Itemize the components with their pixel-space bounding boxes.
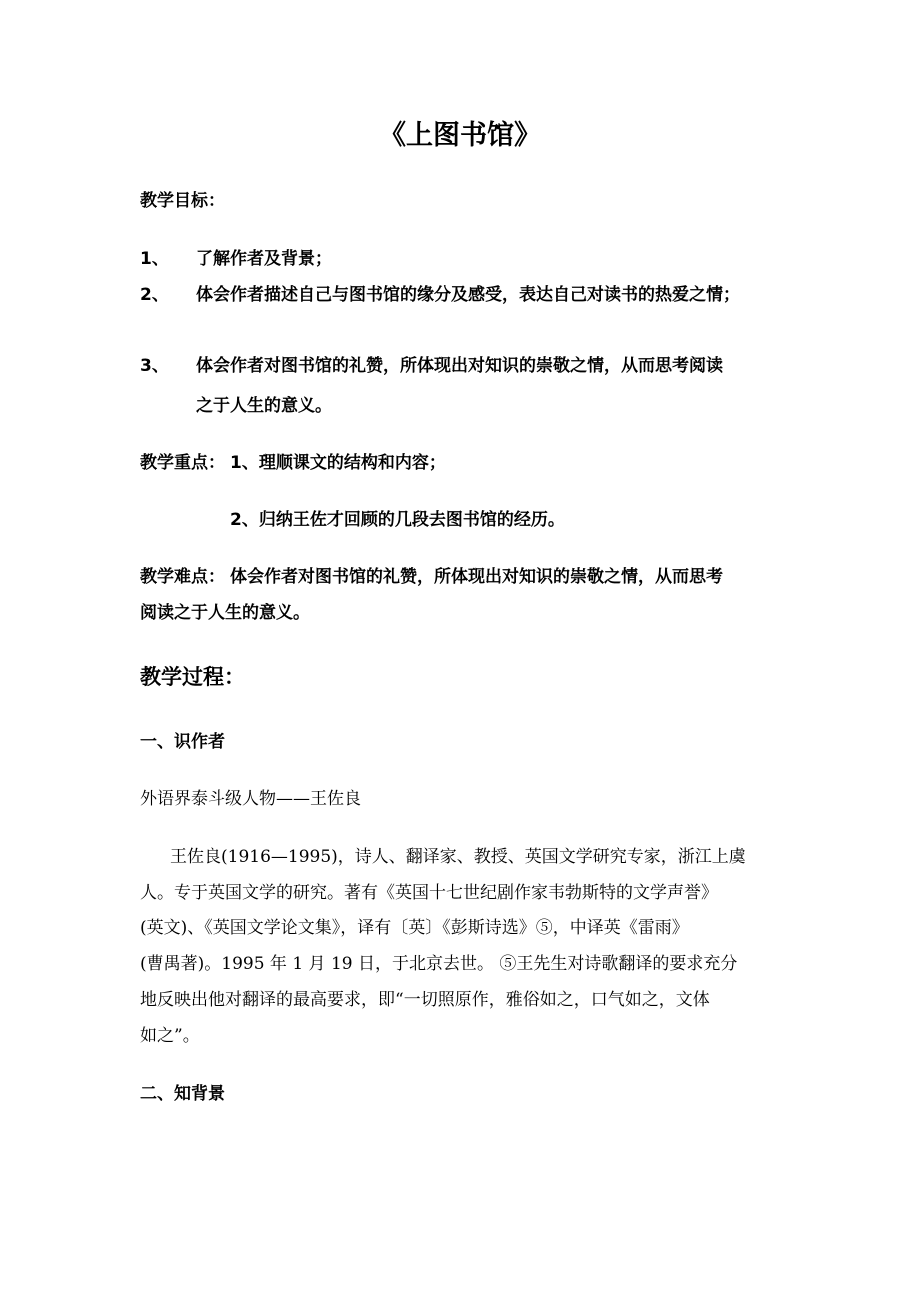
objective-1-number: 1、	[140, 249, 169, 269]
section2-heading: 二、知背景	[140, 1084, 225, 1104]
difficulty-line-1: 体会作者对图书馆的礼赞，所体现出对知识的崇敬之情，从而思考	[230, 567, 723, 587]
key-point-1: 1、理顺课文的结构和内容；	[230, 453, 446, 473]
section1-paragraph-line-2: 人。专于英国文学的研究。著有《英国十七世纪剧作家韦勃斯特的文学声誉》	[140, 883, 718, 903]
section1-heading: 一、识作者	[140, 732, 225, 752]
section1-subtitle: 外语界泰斗级人物——王佐良	[140, 789, 361, 809]
key-point-2: 2、归纳王佐才回顾的几段去图书馆的经历。	[230, 510, 565, 530]
difficulty-line-2: 阅读之于人生的意义。	[140, 603, 310, 623]
objective-1-text: 了解作者及背景；	[196, 249, 332, 269]
objective-3-line-2: 之于人生的意义。	[196, 396, 332, 416]
objective-2-text: 体会作者描述自己与图书馆的缘分及感受，表达自己对读书的热爱之情；	[196, 285, 740, 305]
section1-paragraph-line-5: 地反映出他对翻译的最高要求，即“一切照原作，雅俗如之，口气如之，文体	[140, 990, 710, 1010]
difficulty-label: 教学难点：	[140, 567, 225, 587]
section1-paragraph-line-6: 如之”。	[140, 1026, 200, 1046]
process-heading: 教学过程：	[140, 665, 245, 689]
objective-3-number: 3、	[140, 356, 169, 376]
section1-paragraph-line-3: (英文)、《英国文学论文集》，译有〔英〕《彭斯诗选》⑤，中译英《雷雨》	[140, 918, 689, 938]
objectives-label: 教学目标：	[140, 191, 225, 211]
section1-paragraph-line-4: (曹禺著)。1995 年 1 月 19 日，于北京去世。 ⑤王先生对诗歌翻译的要求充分	[140, 954, 738, 974]
objective-3-line-1: 体会作者对图书馆的礼赞，所体现出对知识的崇敬之情，从而思考阅读	[196, 356, 723, 376]
key-points-label: 教学重点：	[140, 453, 225, 473]
section1-paragraph-line-1: 王佐良(1916—1995)，诗人、翻译家、教授、英国文学研究专家，浙江上虞	[170, 847, 746, 867]
document-title: 《上图书馆》	[379, 120, 541, 151]
objective-2-number: 2、	[140, 285, 169, 305]
